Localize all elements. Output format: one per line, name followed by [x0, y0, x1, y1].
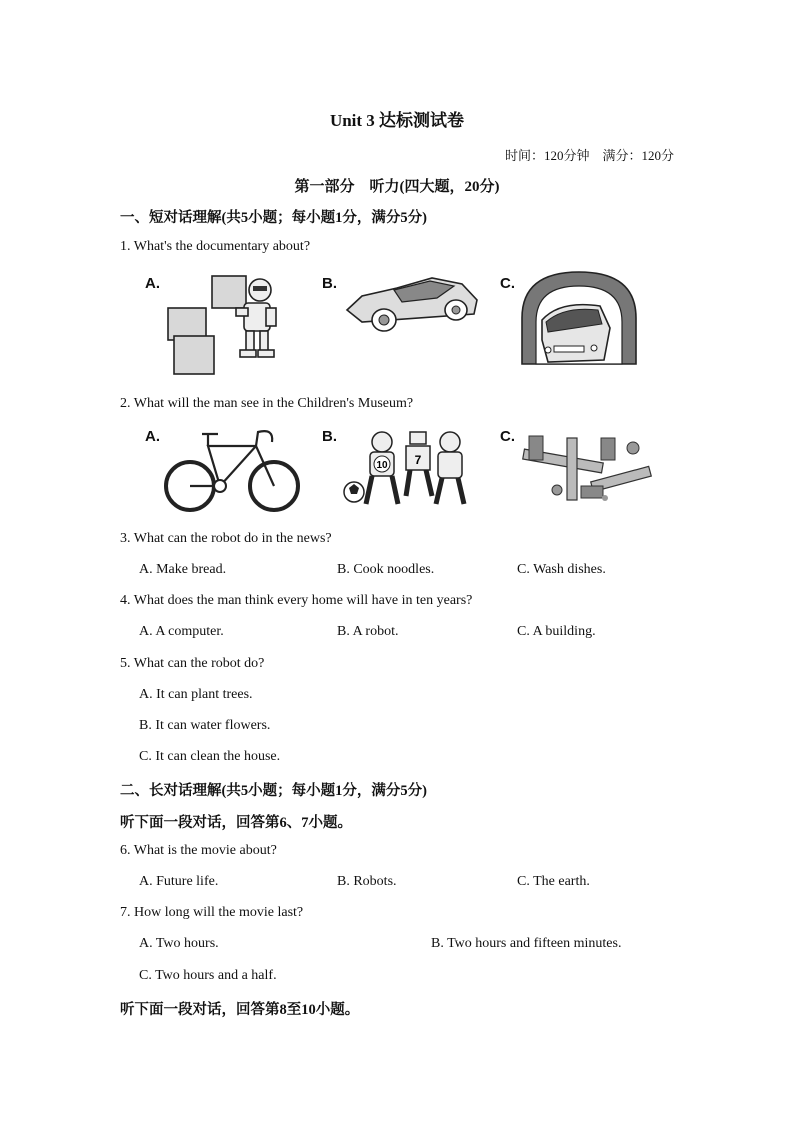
part-title: 第一部分 听力(四大题，20分) [294, 179, 500, 195]
instruction-q6-7: 听下面一段对话，回答第6、7小题。 [120, 815, 352, 831]
q3-option-c: C. Wash dishes. [517, 562, 606, 577]
q3-option-a: A. Make bread. [139, 562, 227, 577]
bicycle-icon [162, 424, 302, 514]
instruction-q8-10: 听下面一段对话，回答第8至10小题。 [120, 1002, 360, 1018]
section1-title: 一、短对话理解(共5小题；每小题1分，满分5分) [120, 210, 427, 226]
q7-option-c: C. Two hours and a half. [139, 968, 277, 983]
q6-option-a: A. Future life. [139, 874, 219, 889]
q5-option-b: B. It can water flowers. [139, 718, 271, 733]
q3-text: 3. What can the robot do in the news? [120, 531, 332, 546]
robot-number-7: 7 [414, 453, 422, 467]
q7-text: 7. How long will the movie last? [120, 905, 304, 920]
q1-label-c: C. [500, 275, 515, 292]
q6-text: 6. What is the movie about? [120, 843, 277, 858]
robot-soccer-players-icon [340, 428, 480, 510]
q5-text: 5. What can the robot do? [120, 656, 265, 671]
q6-option-c: C. The earth. [517, 874, 590, 889]
q2-label-b: B. [322, 428, 337, 445]
q1-label-b: B. [322, 275, 337, 292]
robot-number-10: 10 [376, 460, 388, 471]
q2-text: 2. What will the man see in the Children's Museum? [120, 396, 414, 411]
q1-label-a: A. [145, 275, 160, 292]
q4-text: 4. What does the man think every home will have in ten years? [120, 593, 473, 608]
section2-title: 二、长对话理解(共5小题；每小题1分，满分5分) [120, 783, 427, 799]
robot-with-boxes-icon [160, 268, 285, 380]
q4-option-c: C. A building. [517, 624, 596, 639]
q2-label-a: A. [145, 428, 160, 445]
q3-option-b: B. Cook noodles. [337, 562, 435, 577]
train-tunnel-icon [520, 270, 638, 366]
q7-option-b: B. Two hours and fifteen minutes. [431, 936, 622, 951]
sports-car-icon [342, 272, 482, 337]
q4-option-b: B. A robot. [337, 624, 399, 639]
score-label: 满分：120分 [602, 148, 674, 163]
q6-option-b: B. Robots. [337, 874, 397, 889]
exam-meta [505, 145, 674, 164]
q7-option-a: A. Two hours. [139, 936, 219, 951]
space-station-icon [515, 428, 665, 510]
q2-label-c: C. [500, 428, 515, 445]
q1-text: 1. What's the documentary about? [120, 239, 311, 254]
q4-option-a: A. A computer. [139, 624, 224, 639]
q5-option-c: C. It can clean the house. [139, 749, 281, 764]
page-title: Unit 3 达标测试卷 [329, 111, 465, 130]
time-label: 时间：120分钟 [504, 148, 590, 163]
q5-option-a: A. It can plant trees. [139, 687, 253, 702]
